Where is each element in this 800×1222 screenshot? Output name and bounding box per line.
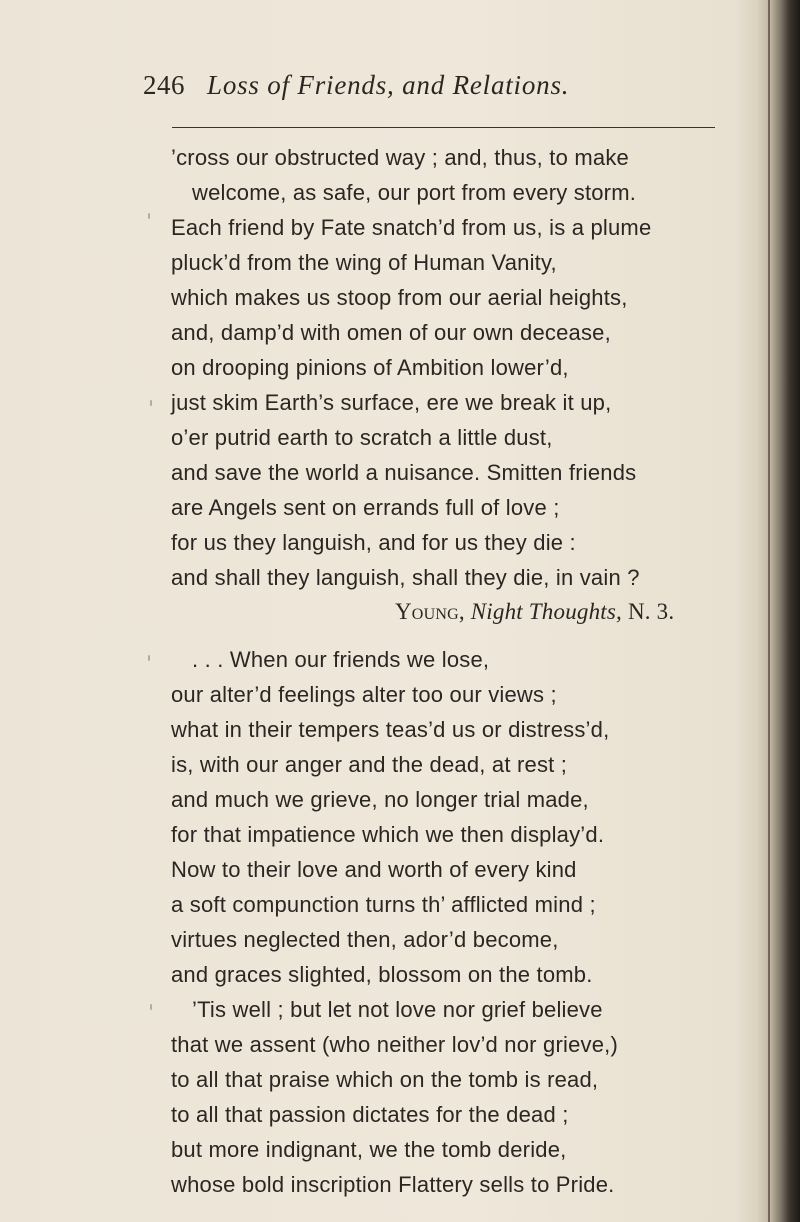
text-line: pluck’d from the wing of Human Vanity, [171, 250, 557, 275]
text-line: Each friend by Fate snatch’d from us, is a plume [171, 215, 652, 240]
attribution-reference: N. 3. [627, 599, 675, 624]
text-line: our alter’d feelings alter too our views ; [171, 682, 557, 707]
spine-shadow-line [768, 0, 770, 1222]
attribution [395, 600, 674, 623]
text-line: just skim Earth’s surface, ere we break it up, [171, 390, 612, 415]
text-line: . . . When our friends we lose, [192, 647, 490, 672]
text-line: and much we grieve, no longer trial made, [171, 787, 589, 812]
text-line: and graces slighted, blossom on the tomb. [171, 962, 593, 987]
text-line: and save the world a nuisance. Smitten friends [171, 460, 637, 485]
text-line: and, damp’d with omen of our own decease, [171, 320, 611, 345]
text-line: which makes us stoop from our aerial heights, [171, 285, 628, 310]
text-line: whose bold inscription Flattery sells to Pride. [171, 1172, 615, 1197]
margin-speck [150, 400, 152, 406]
attribution-work: Night Thoughts, [470, 599, 622, 624]
running-title: Loss of Friends, and Relations. [207, 70, 570, 100]
text-line: to all that passion dictates for the dead ; [171, 1102, 569, 1127]
text-line: is, with our anger and the dead, at rest ; [171, 752, 568, 777]
text-line: what in their tempers teas’d us or distress’d, [171, 717, 610, 742]
text-line: are Angels sent on errands full of love ; [171, 495, 560, 520]
text-line: for us they languish, and for us they die : [171, 530, 576, 555]
margin-speck [148, 655, 150, 661]
text-line: ’Tis well ; but let not love nor grief believe [192, 997, 603, 1022]
text-line: on drooping pinions of Ambition lower’d, [171, 355, 569, 380]
book-spine-edge [758, 0, 800, 1222]
text-line: that we assent (who neither lov’d nor grieve,) [171, 1032, 618, 1057]
text-line: Now to their love and worth of every kind [171, 857, 577, 882]
text-line: and shall they languish, shall they die, in vain ? [171, 565, 640, 590]
text-line: ’cross our obstructed way ; and, thus, to make [171, 145, 629, 170]
text-line: but more indignant, we the tomb deride, [171, 1137, 567, 1162]
text-line: welcome, as safe, our port from every storm. [192, 180, 637, 205]
text-line: virtues neglected then, ador’d become, [171, 927, 559, 952]
text-line: to all that praise which on the tomb is read, [171, 1067, 599, 1092]
margin-speck [148, 213, 150, 219]
text-line: a soft compunction turns th’ afflicted mind ; [171, 892, 596, 917]
text-line: for that impatience which we then display’d. [171, 822, 605, 847]
margin-speck [150, 1004, 152, 1010]
text-line: o’er putrid earth to scratch a little dust, [171, 425, 553, 450]
attribution-author: Young, [395, 599, 465, 624]
page-number: 246 [143, 70, 185, 100]
